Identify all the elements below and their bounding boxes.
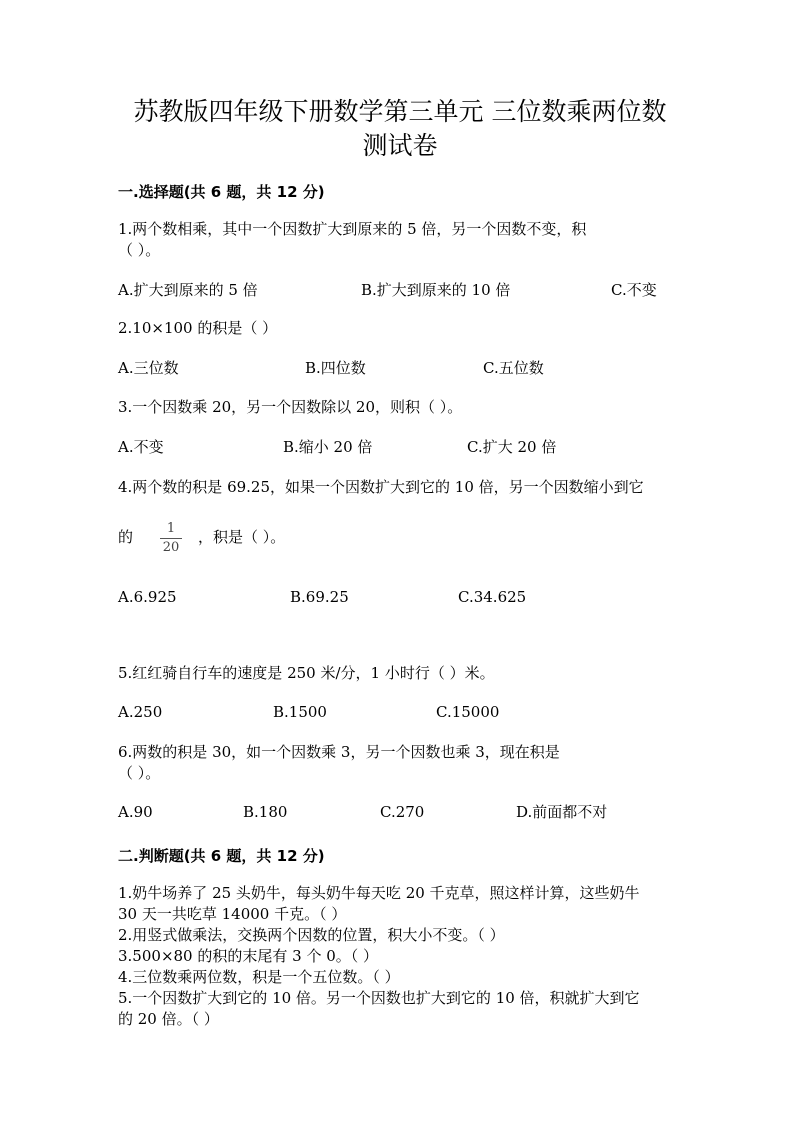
question-3-line1: 3.一个因数乘 20，另一个因数除以 20，则积（ ）。 [118,398,463,416]
question-1-option-b[interactable]: B.扩大到原来的 10 倍 [361,281,511,299]
question-1-option-c[interactable]: C.不变 [611,281,657,299]
judge-line: 5.一个因数扩大到它的 10 倍。另一个因数也扩大到它的 10 倍，积就扩大到它 [118,989,640,1007]
judge-line: 3.500×80 的积的末尾有 3 个 0。（ ） [118,947,379,965]
question-6-line2: （ ）。 [118,764,161,782]
judge-line: 的 20 倍。（ ） [118,1010,219,1028]
fraction-bar [160,538,182,539]
question-6-option-c[interactable]: C.270 [380,803,425,821]
question-4-line2-suffix: ，积是（ ）。 [198,528,286,546]
judge-line: 4.三位数乘两位数，积是一个五位数。（ ） [118,968,400,986]
fraction-numerator: 1 [166,521,176,536]
question-5-option-a[interactable]: A.250 [118,703,163,721]
question-4-option-b[interactable]: B.69.25 [290,588,349,606]
judge-line: 1.奶牛场养了 25 头奶牛，每头奶牛每天吃 20 千克草，照这样计算，这些奶牛 [118,884,640,902]
section-heading-judgement: 二.判断题(共 6 题，共 12 分) [118,847,325,865]
question-3-option-c[interactable]: C.扩大 20 倍 [467,438,557,456]
question-5-option-c[interactable]: C.15000 [436,703,500,721]
judge-line: 30 天一共吃草 14000 千克。（ ） [118,905,347,923]
question-1-line1: 1.两个数相乘，其中一个因数扩大到原来的 5 倍，另一个因数不变，积 [118,220,587,238]
question-3-option-a[interactable]: A.不变 [118,438,164,456]
worksheet-title-line2: 测试卷 [362,131,438,160]
question-2-option-c[interactable]: C.五位数 [483,359,544,377]
question-6-option-b[interactable]: B.180 [243,803,288,821]
question-4-option-c[interactable]: C.34.625 [458,588,527,606]
question-1-line2: （ ）。 [118,241,161,259]
question-6-option-d[interactable]: D.前面都不对 [516,803,608,821]
section-heading-choice: 一.选择题(共 6 题，共 12 分) [118,183,325,201]
question-4-option-a[interactable]: A.6.925 [118,588,177,606]
question-4-line1: 4.两个数的积是 69.25，如果一个因数扩大到它的 10 倍，另一个因数缩小到它 [118,478,644,496]
question-6-option-a[interactable]: A.90 [118,803,153,821]
question-2-option-b[interactable]: B.四位数 [305,359,366,377]
question-3-option-b[interactable]: B.缩小 20 倍 [283,438,373,456]
fraction-denominator: 20 [162,540,180,555]
judge-line: 2.用竖式做乘法，交换两个因数的位置，积大小不变。（ ） [118,926,505,944]
question-4-line2-prefix: 的 [118,528,134,546]
worksheet-title-line1: 苏教版四年级下册数学第三单元 三位数乘两位数 [133,97,667,126]
fraction-one-twentieth [158,521,184,556]
question-6-line1: 6.两数的积是 30，如一个因数乘 3，另一个因数也乘 3，现在积是 [118,743,560,761]
question-5-option-b[interactable]: B.1500 [273,703,327,721]
question-1-option-a[interactable]: A.扩大到原来的 5 倍 [118,281,258,299]
question-2-line1: 2.10×100 的积是（ ） [118,319,278,337]
question-5-line1: 5.红红骑自行车的速度是 250 米/分，1 小时行（ ）米。 [118,664,495,682]
question-2-option-a[interactable]: A.三位数 [118,359,179,377]
